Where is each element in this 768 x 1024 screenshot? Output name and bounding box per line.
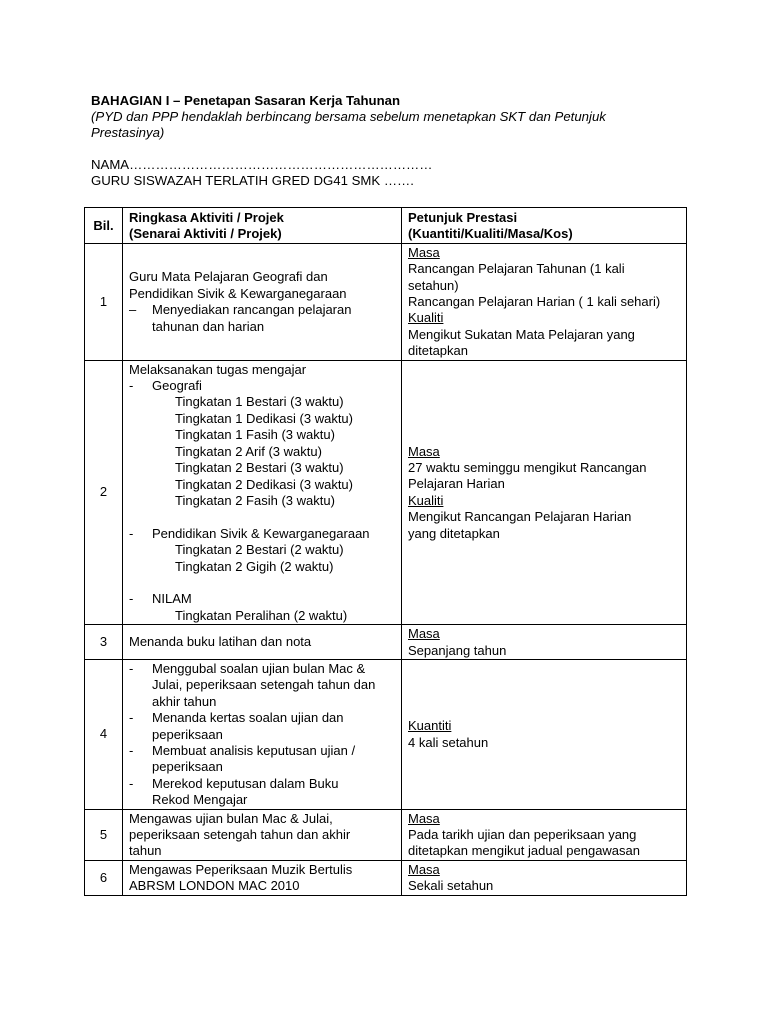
petunjuk-cell	[402, 360, 687, 624]
petunjuk-text: yang ditetapkan	[408, 525, 500, 541]
petunjuk-cell	[402, 809, 687, 860]
bullet-mark: -	[129, 525, 134, 541]
row-number: 2	[85, 360, 123, 624]
aktiviti-cell	[123, 809, 402, 860]
section-title: BAHAGIAN I – Penetapan Sasaran Kerja Tahunan	[91, 93, 401, 108]
petunjuk-cell	[402, 243, 687, 360]
bullet-mark: –	[129, 302, 137, 318]
aktiviti-text: Guru Mata Pelajaran Geografi dan	[129, 269, 328, 285]
petunjuk-cell	[402, 860, 687, 895]
aktiviti-bullet	[129, 743, 395, 776]
row-number: 6	[85, 860, 123, 895]
aktiviti-bullet	[129, 526, 395, 542]
petunjuk-text: Rancangan Pelajaran Tahunan (1 kali	[408, 261, 625, 277]
class-item: Tingkatan 1 Bestari (3 waktu)	[175, 394, 344, 410]
header-aktiviti	[123, 208, 402, 244]
aktiviti-text: Melaksanakan tugas mengajar	[129, 361, 307, 377]
petunjuk-text: 4 kali setahun	[408, 734, 489, 750]
bullet-mark: -	[129, 710, 134, 726]
masa-label: Masa	[408, 626, 440, 642]
bullet-mark: -	[129, 775, 134, 791]
masa-label: Masa	[408, 244, 440, 260]
aktiviti-cell	[123, 860, 402, 895]
petunjuk-text: Mengikut Rancangan Pelajaran Harian	[408, 509, 632, 525]
row-number: 4	[85, 659, 123, 809]
class-item: Tingkatan 2 Arif (3 waktu)	[175, 443, 322, 459]
petunjuk-cell	[402, 625, 687, 660]
aktiviti-text: Pendidikan Sivik & Kewarganegaraan	[129, 285, 347, 301]
petunjuk-text: Pelajaran Harian	[408, 476, 505, 492]
table-header-row	[85, 208, 687, 244]
aktiviti-text: Menggubal soalan ujian bulan Mac &	[152, 660, 366, 676]
aktiviti-bullet	[129, 378, 395, 394]
class-item: Tingkatan Peralihan (2 waktu)	[175, 607, 348, 623]
petunjuk-text: Sekali setahun	[408, 878, 494, 894]
petunjuk-cell	[402, 659, 687, 809]
aktiviti-bullet	[129, 710, 395, 743]
aktiviti-text: Menanda kertas soalan ujian dan	[152, 710, 344, 726]
petunjuk-text: Mengikut Sukatan Mata Pelajaran yang	[408, 326, 635, 342]
table-row	[85, 360, 687, 624]
class-item: Tingkatan 1 Dedikasi (3 waktu)	[175, 410, 353, 426]
aktiviti-cell	[123, 360, 402, 624]
aktiviti-text: Menyediakan rancangan pelajaran	[152, 302, 352, 318]
aktiviti-text: ABRSM LONDON MAC 2010	[129, 878, 300, 894]
header-petunjuk-line2: (Kuantiti/Kualiti/Masa/Kos)	[408, 226, 573, 242]
document-header	[91, 93, 691, 189]
kualiti-label: Kualiti	[408, 310, 444, 326]
aktiviti-text: peperiksaan	[152, 759, 223, 775]
section-note: (PYD dan PPP hendaklah berbincang bersama sebelum menetapkan SKT dan Petunjuk Prestasinya)	[91, 109, 606, 140]
table-row	[85, 243, 687, 360]
table-row	[85, 659, 687, 809]
aktiviti-text: Merekod keputusan dalam Buku	[152, 775, 339, 791]
row-number: 5	[85, 809, 123, 860]
aktiviti-text: Rekod Mengajar	[152, 792, 248, 808]
bullet-mark: -	[129, 742, 134, 758]
masa-label: Masa	[408, 861, 440, 877]
petunjuk-text: setahun)	[408, 277, 459, 293]
row-number: 1	[85, 243, 123, 360]
aktiviti-bullet	[129, 776, 395, 809]
kuantiti-label: Kuantiti	[408, 718, 452, 734]
aktiviti-text: Mengawas ujian bulan Mac & Julai,	[129, 810, 333, 826]
petunjuk-text: ditetapkan mengikut jadual pengawasan	[408, 843, 641, 859]
aktiviti-cell	[123, 625, 402, 660]
petunjuk-text: 27 waktu seminggu mengikut Rancangan	[408, 460, 647, 476]
header-aktiviti-line2: (Senarai Aktiviti / Projek)	[129, 226, 282, 242]
aktiviti-text: Julai, peperiksaan setengah tahun dan	[152, 677, 376, 693]
aktiviti-text: akhir tahun	[152, 693, 217, 709]
header-petunjuk	[402, 208, 687, 244]
petunjuk-text: Pada tarikh ujian dan peperiksaan yang	[408, 827, 637, 842]
class-item: Tingkatan 2 Bestari (3 waktu)	[175, 460, 344, 476]
aktiviti-text: tahunan dan harian	[152, 318, 265, 334]
petunjuk-text: ditetapkan	[408, 343, 468, 359]
masa-label: Masa	[408, 443, 440, 459]
aktiviti-text: peperiksaan	[152, 726, 223, 742]
class-item: Tingkatan 1 Fasih (3 waktu)	[175, 427, 335, 443]
petunjuk-text: Sepanjang tahun	[408, 642, 507, 658]
header-bil: Bil.	[85, 208, 123, 244]
aktiviti-text: tahun	[129, 843, 162, 859]
row-number: 3	[85, 625, 123, 660]
aktiviti-text: peperiksaan setengah tahun dan akhir	[129, 827, 351, 842]
table-row	[85, 860, 687, 895]
subject-nilam: NILAM	[152, 591, 192, 607]
class-item: Tingkatan 2 Fasih (3 waktu)	[175, 492, 335, 508]
bullet-mark: -	[129, 591, 134, 607]
aktiviti-bullet	[129, 591, 395, 607]
subject-geografi: Geografi	[152, 378, 202, 394]
header-petunjuk-line1: Petunjuk Prestasi	[408, 210, 518, 225]
aktiviti-cell	[123, 243, 402, 360]
subject-psk: Pendidikan Sivik & Kewarganegaraan	[152, 525, 370, 541]
aktiviti-text: Membuat analisis keputusan ujian /	[152, 742, 356, 758]
aktiviti-text: Mengawas Peperiksaan Muzik Bertulis	[129, 861, 353, 877]
header-aktiviti-line1: Ringkasa Aktiviti / Projek	[129, 210, 284, 225]
aktiviti-text: Menanda buku latihan dan nota	[129, 634, 312, 650]
skt-table	[84, 207, 687, 896]
table-row	[85, 809, 687, 860]
table-row	[85, 625, 687, 660]
masa-label: Masa	[408, 810, 440, 826]
nama-field: NAMA……………………………………………………………	[91, 157, 433, 172]
aktiviti-bullet	[129, 661, 395, 710]
aktiviti-bullet	[129, 302, 395, 335]
aktiviti-cell	[123, 659, 402, 809]
kualiti-label: Kualiti	[408, 492, 444, 508]
petunjuk-text: Rancangan Pelajaran Harian ( 1 kali sehari)	[408, 294, 661, 310]
jawatan-field: GURU SISWAZAH TERLATIH GRED DG41 SMK …….	[91, 173, 414, 188]
bullet-mark: -	[129, 660, 134, 676]
class-item: Tingkatan 2 Bestari (2 waktu)	[175, 542, 344, 558]
class-item: Tingkatan 2 Dedikasi (3 waktu)	[175, 476, 353, 492]
bullet-mark: -	[129, 378, 134, 394]
class-item: Tingkatan 2 Gigih (2 waktu)	[175, 558, 334, 574]
